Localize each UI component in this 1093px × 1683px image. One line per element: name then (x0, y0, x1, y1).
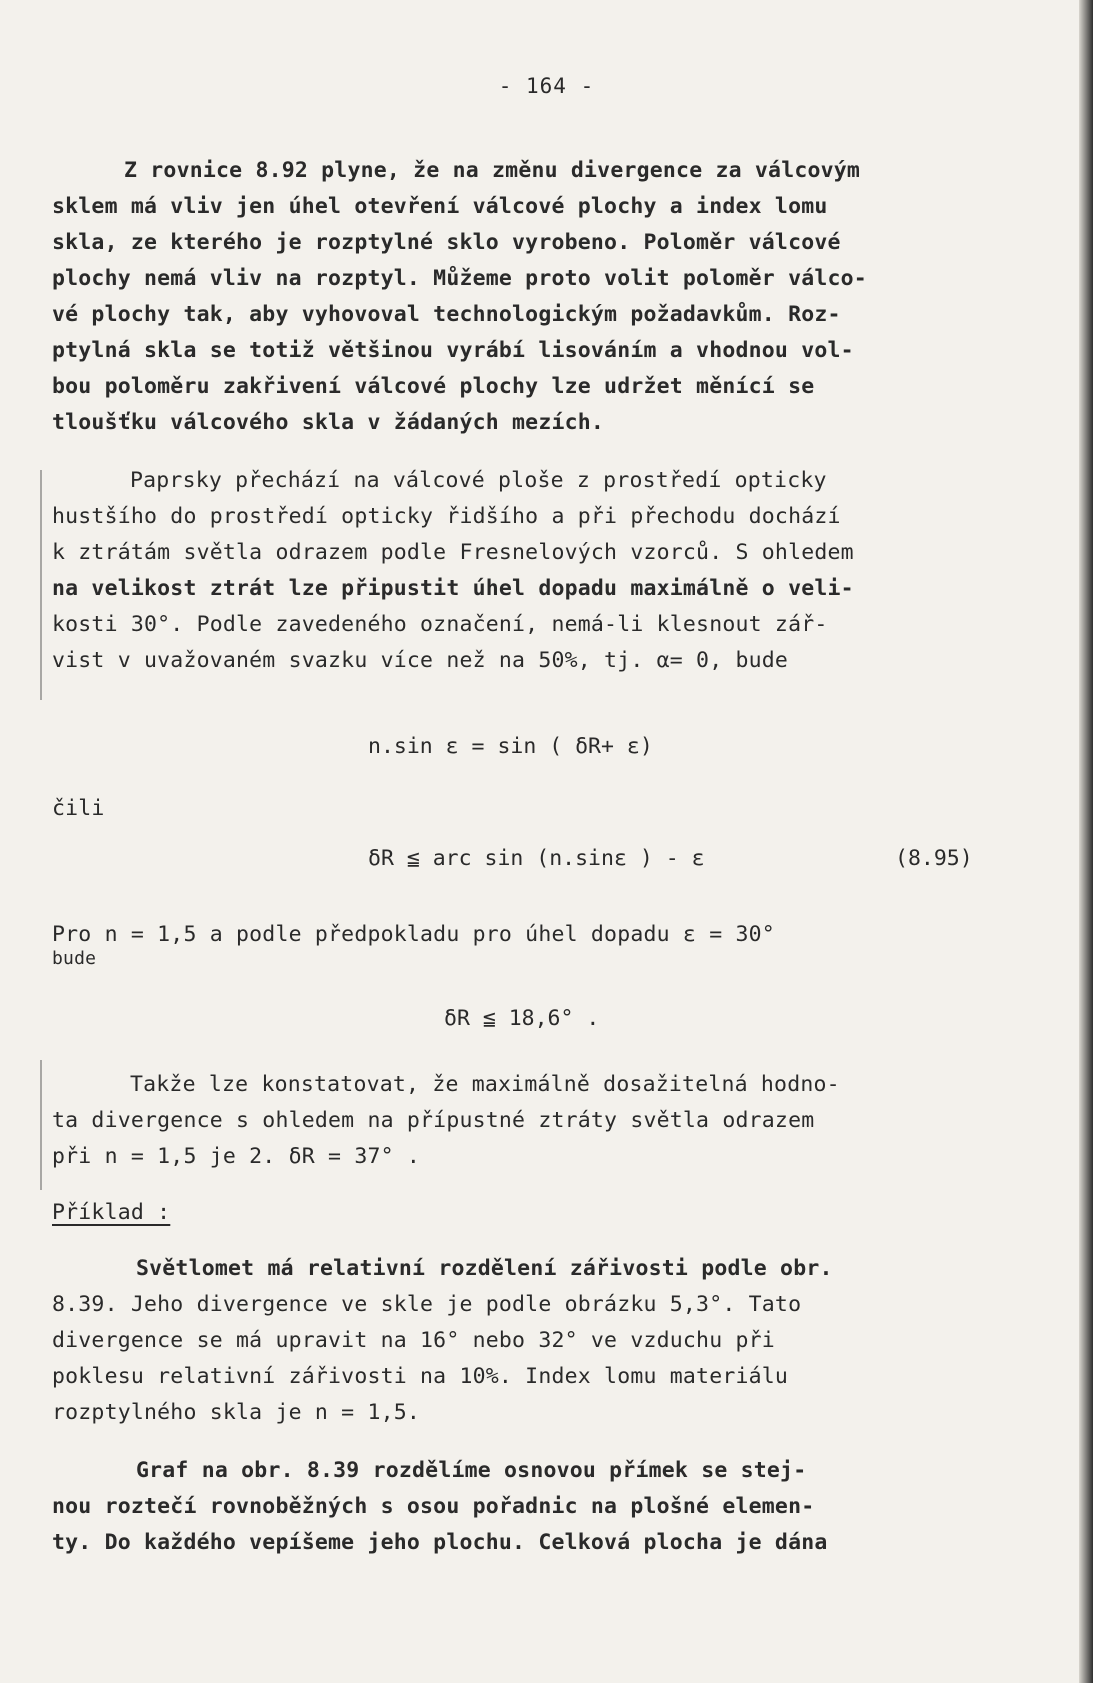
text-line: nou roztečí rovnoběžných s osou pořadnic na plošné elemen- (52, 1494, 815, 1519)
equation-snell: n.sin ε = sin ( δR+ ε) (368, 734, 653, 759)
text-line: poklesu relativní zářivosti na 10%. Index lomu materiálu (52, 1364, 789, 1389)
text-line: rozptylného skla je n = 1,5. (52, 1400, 421, 1425)
text-line: Takže lze konstatovat, že maximálně dosažitelná hodno- (130, 1072, 840, 1097)
text-line: plochy nemá vliv na rozptyl. Můžeme proto volit poloměr válco- (52, 266, 867, 291)
text-line: ta divergence s ohledem na přípustné ztráty světla odrazem (52, 1108, 815, 1133)
text-line: hustšího do prostředí opticky řidšího a při přechodu dochází (52, 504, 841, 529)
text-line: kosti 30°. Podle zavedeného označení, nemá-li klesnout zář- (52, 612, 828, 637)
text-line-bude: bude (52, 948, 97, 969)
margin-mark (40, 470, 42, 700)
text-line: Paprsky přechází na válcové ploše z prostředí opticky (130, 468, 827, 493)
text-line: tloušťku válcového skla v žádaných mezích. (52, 410, 605, 435)
text-line: 8.39. Jeho divergence ve skle je podle obrázku 5,3°. Tato (52, 1292, 802, 1317)
text-line: bou poloměru zakřivení válcové plochy lze udržet měnící se (52, 374, 815, 399)
page-number: - 164 - (498, 74, 595, 98)
text-line: ty. Do každého vepíšeme jeho plochu. Celková plocha je dána (52, 1530, 828, 1555)
text-line: Pro n = 1,5 a podle předpokladu pro úhel dopadu ε = 30° (52, 922, 775, 947)
text-line: ptylná skla se totiž většinou vyrábí lisováním a vhodnou vol- (52, 338, 854, 363)
text-line: při n = 1,5 je 2. δR = 37° . (52, 1144, 421, 1169)
text-line: Graf na obr. 8.39 rozdělíme osnovou přímek se stej- (136, 1458, 807, 1483)
text-line: k ztrátám světla odrazem podle Fresnelových vzorců. S ohledem (52, 540, 854, 565)
text-line: vé plochy tak, aby vyhovoval technologickým požadavkům. Roz- (52, 302, 841, 327)
text-line: na velikost ztrát lze připustit úhel dopadu maximálně o veli- (52, 576, 854, 601)
text-line-cili: čili (52, 796, 105, 821)
equation-number: (8.95) (895, 846, 973, 871)
equation-8-95: δR ≦ arc sin (n.sinε ) - ε (368, 846, 705, 871)
text-line: Světlomet má relativní rozdělení zářivosti podle obr. (136, 1256, 833, 1281)
equation-result: δR ≦ 18,6° . (444, 1006, 600, 1031)
margin-mark (40, 1060, 42, 1190)
text-line: sklem má vliv jen úhel otevření válcové plochy a index lomu (52, 194, 828, 219)
text-line: divergence se má upravit na 16° nebo 32° ve vzduchu při (52, 1328, 775, 1353)
text-line: Z rovnice 8.92 plyne, že na změnu divergence za válcovým (124, 158, 861, 183)
page-edge-shadow (1079, 0, 1093, 1683)
example-heading: Příklad : (52, 1200, 171, 1225)
text-line: vist v uvažovaném svazku více než na 50%, tj. α= 0, bude (52, 648, 789, 673)
text-line: skla, ze kterého je rozptylné sklo vyrobeno. Poloměr válcové (52, 230, 841, 255)
